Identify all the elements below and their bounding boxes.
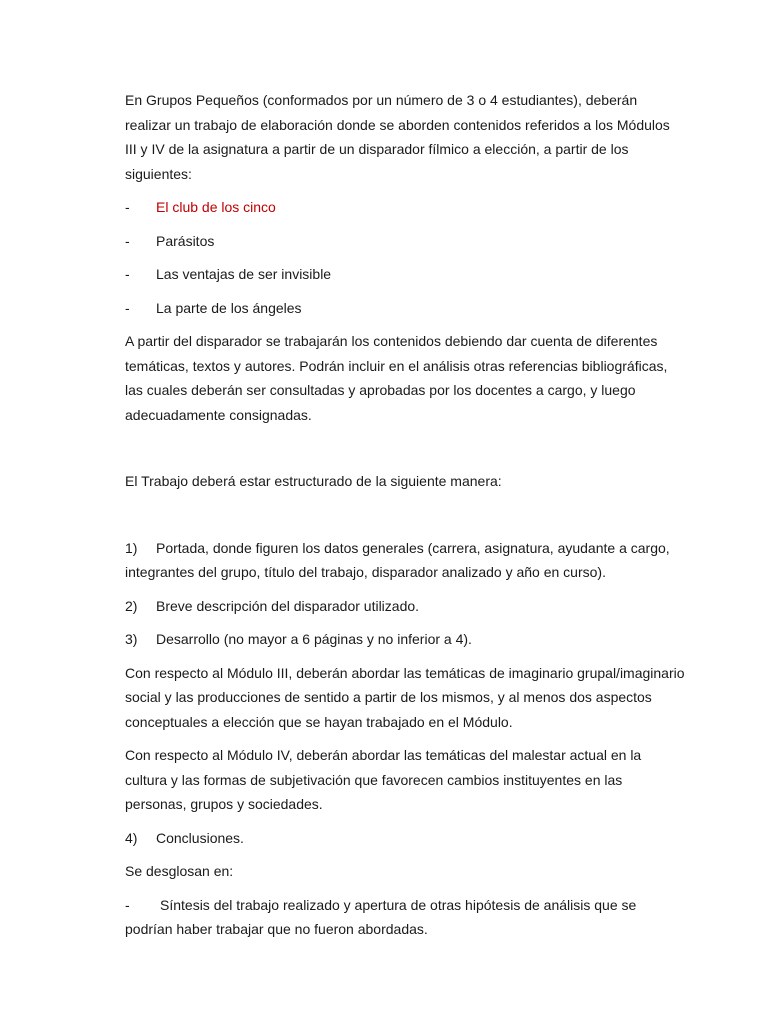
list-dash: - <box>125 232 130 249</box>
step-text: Desarrollo (no mayor a 6 páginas y no inferior a 4). <box>156 631 472 647</box>
disparador-paragraph: A partir del disparador se trabajarán los contenidos debiendo dar cuenta de diferentes temáticas, textos y autores. Podrán incluir en el análisis otras referencias bibliográficas, las cuales deberán ser consultadas y aprobadas por los docentes a cargo, y luego adecuadamente consignadas. <box>125 333 668 423</box>
modulo-iii-paragraph: Con respecto al Módulo III, deberán abordar las temáticas de imaginario grupal/imaginario social y las producciones de sentido a partir de los mismos, y al menos dos aspectos conceptuales a elección que se hayan trabajado en el Módulo. <box>125 664 685 730</box>
step-item-4 <box>125 826 685 851</box>
intro-paragraph: En Grupos Pequeños (conformados por un número de 3 o 4 estudiantes), deberán realizar un trabajo de elaboración donde se aborden contenidos referidos a los Módulos III y IV de la asignatura a partir de un disparador fílmico a elección, a partir de los siguientes: <box>125 92 670 182</box>
step-item-1 <box>125 536 685 585</box>
step-text: Portada, donde figuren los datos generales (carrera, asignatura, ayudante a cargo, integrantes del grupo, título del trabajo, disparador analizado y año en curso). <box>125 539 670 580</box>
desglose-item <box>125 893 685 942</box>
modulo-iv-paragraph: Con respecto al Módulo IV, deberán abordar las temáticas del malestar actual en la cultura y las formas de subjetivación que favorecen cambios instituyentes en las personas, grupos y sociedades. <box>125 747 642 812</box>
list-dash: - <box>125 266 130 282</box>
step-item-2 <box>125 594 685 619</box>
step-number: 1) <box>125 539 138 556</box>
step-text: Conclusiones. <box>156 829 244 846</box>
film-title: El club de los cinco <box>156 199 276 215</box>
film-title: La parte de los ángeles <box>156 299 302 316</box>
film-item-2 <box>125 229 685 254</box>
structure-heading: El Trabajo deberá estar estructurado de la siguiente manera: <box>125 473 502 489</box>
step-item-3 <box>125 627 685 652</box>
film-item-4 <box>125 296 685 321</box>
film-item-1 <box>125 195 685 220</box>
step-text: Breve descripción del disparador utilizado. <box>156 597 420 614</box>
spacer <box>125 436 685 469</box>
film-item-3 <box>125 262 685 287</box>
film-title: Las ventajas de ser invisible <box>156 266 332 282</box>
document-body <box>125 88 685 951</box>
desglose-heading: Se desglosan en: <box>125 863 234 879</box>
film-title: Parásitos <box>156 232 215 249</box>
step-number: 2) <box>125 597 138 614</box>
step-number: 3) <box>125 631 138 647</box>
list-dash: - <box>125 199 130 215</box>
desglose-text: Síntesis del trabajo realizado y apertura de otras hipótesis de análisis que se podrían haber trabajar que no fueron abordadas. <box>125 896 637 937</box>
list-dash: - <box>125 896 130 913</box>
step-number: 4) <box>125 829 138 846</box>
list-dash: - <box>125 299 130 316</box>
spacer <box>125 503 685 536</box>
